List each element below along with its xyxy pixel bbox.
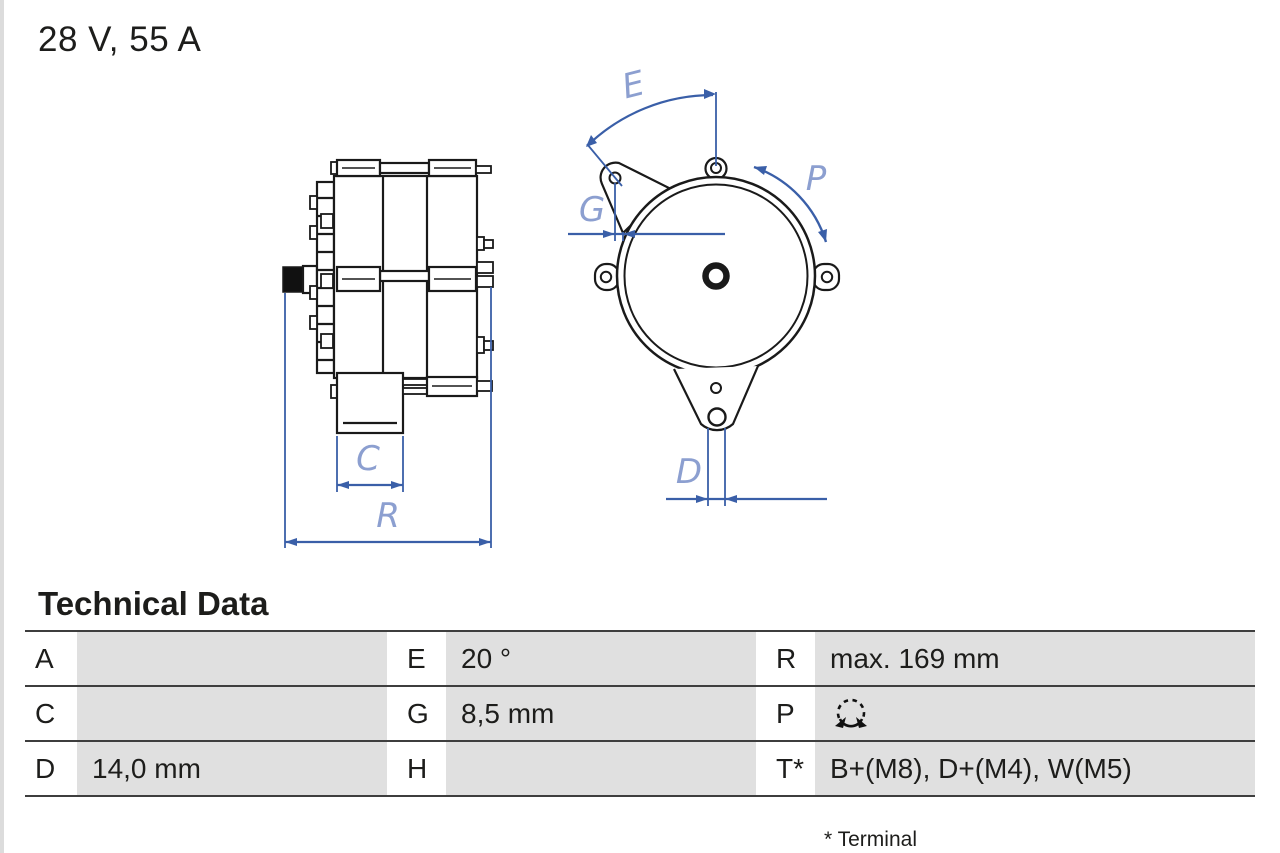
dim-label-g: G (578, 190, 606, 230)
param-value-t: B+(M8), D+(M4), W(M5) (815, 742, 1255, 795)
dim-label-e: E (618, 63, 649, 108)
alternator-housing-front (617, 177, 815, 375)
table-row (25, 742, 1255, 797)
mounting-hole-d (709, 409, 726, 426)
technical-data-heading: Technical Data (38, 585, 269, 622)
dim-label-r: R (376, 496, 400, 536)
dim-label-p: P (805, 159, 827, 199)
param-key-e: E (387, 632, 446, 685)
param-value-h (446, 742, 756, 795)
param-key-c: C (25, 687, 77, 740)
param-key-r: R (756, 632, 815, 685)
param-key-g: G (387, 687, 446, 740)
param-value-a (77, 632, 387, 685)
table-row (25, 632, 1255, 687)
terminal-footnote: * Terminal (824, 828, 917, 851)
param-key-h: H (387, 742, 446, 795)
param-value-p (815, 687, 1255, 740)
dim-label-d: D (675, 452, 703, 492)
param-value-e: 20 ° (446, 632, 756, 685)
terminal-bolt (477, 237, 484, 250)
voltage-current-title: 28 V, 55 A (38, 20, 202, 59)
shaft-thread (283, 267, 303, 292)
terminal-bolt (477, 337, 484, 353)
rotation-both-directions-icon (830, 693, 872, 733)
dim-label-c: C (356, 439, 380, 479)
param-value-d: 14,0 mm (77, 742, 387, 795)
param-key-a: A (25, 632, 77, 685)
param-key-d: D (25, 742, 77, 795)
technical-data-table (25, 630, 1255, 797)
param-value-r: max. 169 mm (815, 632, 1255, 685)
param-value-g: 8,5 mm (446, 687, 756, 740)
param-key-p: P (756, 687, 815, 740)
param-key-t: T* (756, 742, 815, 795)
param-value-c (77, 687, 387, 740)
table-row (25, 687, 1255, 742)
